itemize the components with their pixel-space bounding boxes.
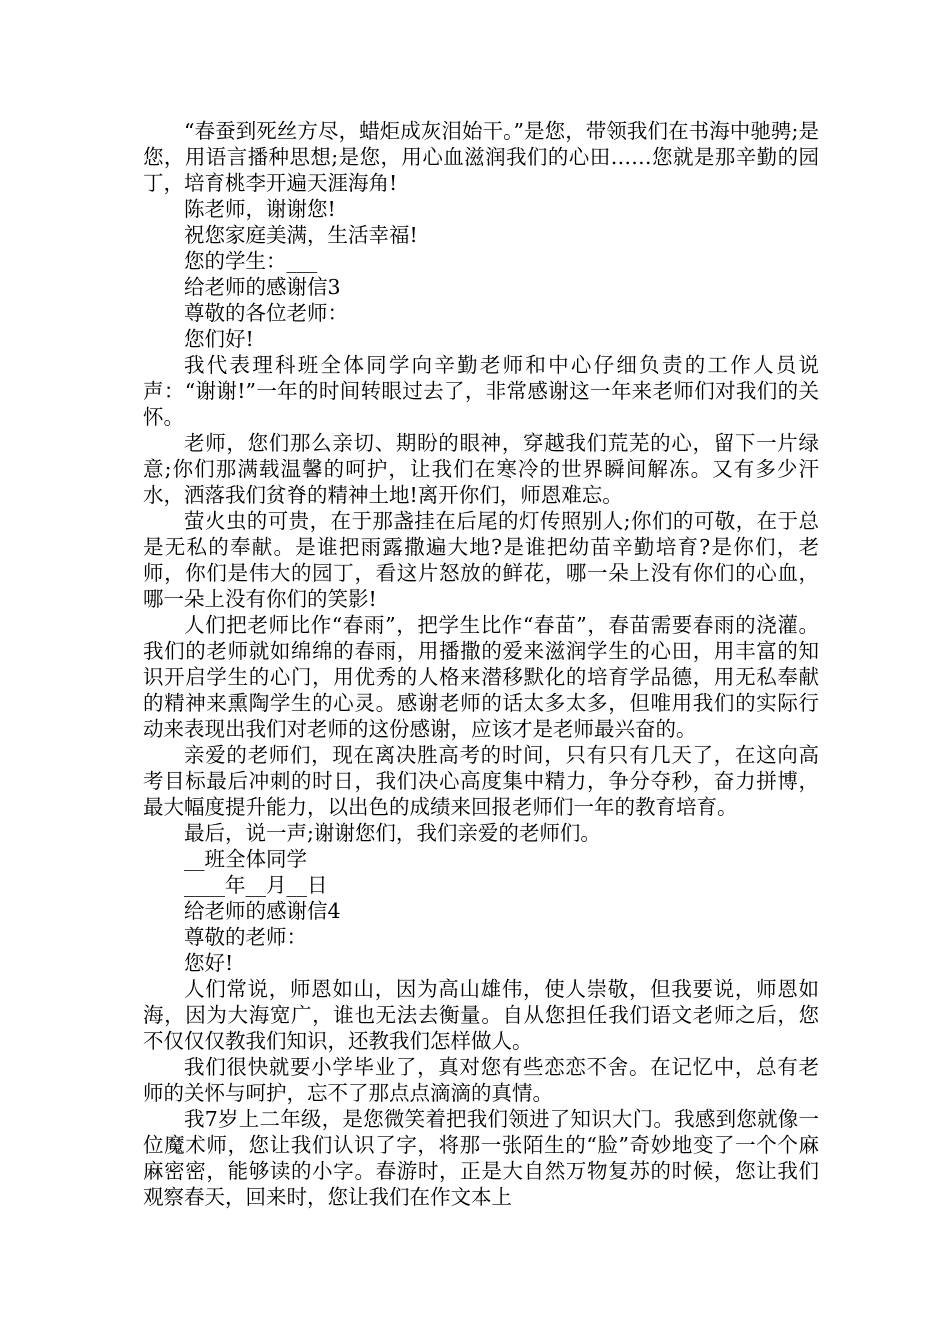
paragraph: “春蚕到死丝方尽，蜡炬成灰泪始干。”是您，带领我们在书海中驰骋;是您，用语言播种思想;是您，用心血滋润我们的心田……您就是那辛勤的园丁，培育桃李开遍天涯海角! — [143, 119, 819, 195]
document-page — [143, 118, 819, 1210]
salutation-line: 陈老师，谢谢您! — [184, 197, 336, 221]
paragraph: 我代表理科班全体同学向辛勤老师和中心仔细负责的工作人员说声：“谢谢!”一年的时间转眼过去了，非常感谢这一年来老师们对我们的关怀。 — [143, 353, 819, 429]
letter-title: 给老师的感谢信4 — [184, 899, 341, 923]
greeting-line: 您们好! — [184, 327, 254, 351]
closing-line: 最后，说一声;谢谢您们，我们亲爱的老师们。 — [184, 821, 601, 845]
paragraph: 我们很快就要小学毕业了，真对您有些恋恋不舍。在记忆中，总有老师的关怀与呵护，忘不了那点点滴滴的真情。 — [143, 1055, 819, 1105]
paragraph: 亲爱的老师们，现在离决胜高考的时间，只有只有几天了，在这向高考目标最后冲刺的时日，我们决心高度集中精力，争分夺秒，奋力拼博，最大幅度提升能力，以出色的成绩来回报老师们一年的教育培育。 — [143, 743, 819, 819]
date-line: ____年__月__日 — [184, 873, 328, 897]
closing-wish: 祝您家庭美满，生活幸福! — [184, 223, 418, 247]
salutation-line: 尊敬的老师： — [184, 925, 307, 949]
signature-line: __班全体同学 — [184, 847, 307, 871]
paragraph: 萤火虫的可贵，在于那盏挂在后尾的灯传照别人;你们的可敬，在于总是无私的奉献。是谁把雨露撒遍大地?是谁把幼苗辛勤培育?是你们，老师，你们是伟大的园丁，看这片怒放的鲜花，哪一朵上没有你们的心血，哪一朵上没有你们的笑影! — [143, 509, 819, 611]
greeting-line: 您好! — [184, 951, 234, 975]
paragraph: 我7岁上二年级，是您微笑着把我们领进了知识大门。我感到您就像一位魔术师，您让我们认识了字，将那一张陌生的“脸”奇妙地变了一个个麻麻密密，能够读的小字。春游时，正是大自然万物复苏的时候，您让我们观察春天，回来时，您让我们在作文本上 — [143, 1107, 819, 1209]
signature-line: 您的学生：___ — [184, 249, 318, 273]
paragraph: 老师，您们那么亲切、期盼的眼神，穿越我们荒芜的心，留下一片绿意;你们那满载温馨的呵护，让我们在寒冷的世界瞬间解冻。又有多少汗水，洒落我们贫脊的精神土地!离开你们，师恩难忘。 — [143, 431, 819, 507]
paragraph: 人们把老师比作“春雨”，把学生比作“春苗”，春苗需要春雨的浇灌。我们的老师就如绵绵的春雨，用播撒的爱来滋润学生的心田，用丰富的知识开启学生的心门，用优秀的人格来潜移默化的培育学品德，用无私奉献的精神来熏陶学生的心灵。感谢老师的话太多太多，但唯用我们的实际行动来表现出我们对老师的这份感谢，应该才是老师最兴奋的。 — [143, 613, 819, 741]
letter-title: 给老师的感谢信3 — [184, 275, 341, 299]
salutation-line: 尊敬的各位老师： — [184, 301, 348, 325]
paragraph: 人们常说，师恩如山，因为高山雄伟，使人崇敬，但我要说，师恩如海，因为大海宽广，谁也无法去衡量。自从您担任我们语文老师之后，您不仅仅仅教我们知识，还教我们怎样做人。 — [143, 977, 819, 1053]
